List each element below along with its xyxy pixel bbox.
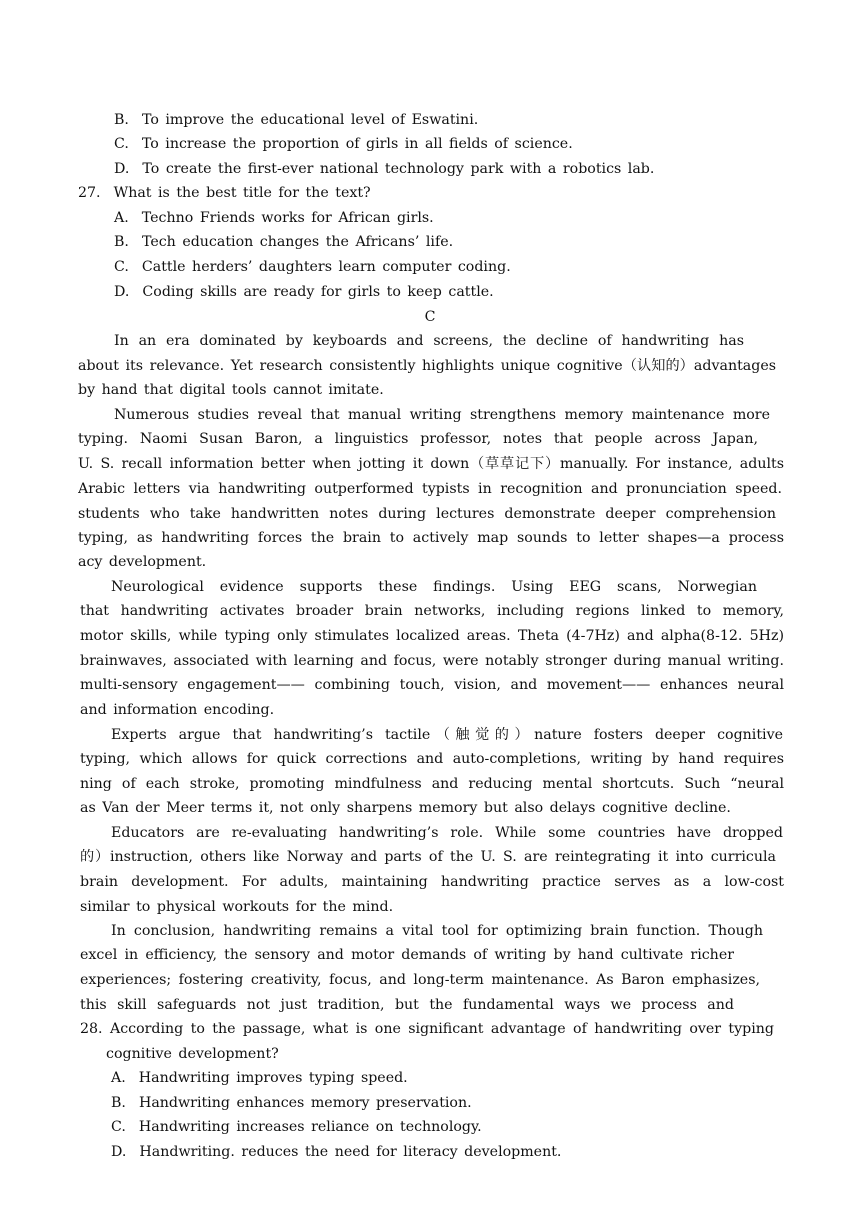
passage-line: about its relevance. Yet research consistently highlights unique cognitive（认知的）advantages bbox=[78, 358, 776, 374]
passage-line: typing. Naomi Susan Baron, a linguistics professor, notes that people across Japan, bbox=[78, 431, 758, 447]
q27-option-b: B. Tech education changes the Africans’ life. bbox=[114, 234, 454, 250]
q27-option-c: C. Cattle herders’ daughters learn computer coding. bbox=[114, 259, 511, 275]
passage-line: similar to physical workouts for the mind. bbox=[80, 899, 394, 915]
passage-line: 的）instruction, others like Norway and parts of the U. S. are reintegrating it into curricula bbox=[80, 849, 776, 865]
passage-line: Educators are re-evaluating handwriting’s role. While some countries have dropped bbox=[111, 825, 783, 841]
passage-line: Arabic letters via handwriting outperformed typists in recognition and pronunciation speed. bbox=[78, 481, 782, 497]
passage-line: brainwaves, associated with learning and focus, were notably stronger during manual writing. bbox=[80, 653, 784, 669]
passage-line: typing, as handwriting forces the brain to actively map sounds to letter shapes—a process bbox=[78, 530, 784, 546]
passage-line: this skill safeguards not just tradition, but the fundamental ways we process and bbox=[80, 997, 734, 1013]
passage-line: and information encoding. bbox=[80, 702, 275, 718]
passage-line: Neurological evidence supports these findings. Using EEG scans, Norwegian bbox=[111, 579, 757, 595]
q28-option-a: A. Handwriting improves typing speed. bbox=[111, 1070, 408, 1086]
q28-question-line1: 28. According to the passage, what is one significant advantage of handwriting over typing bbox=[80, 1021, 774, 1037]
q27-option-d: D. Coding skills are ready for girls to keep cattle. bbox=[114, 284, 494, 300]
passage-line: Experts argue that handwriting’s tactile（触觉的）nature fosters deeper cognitive bbox=[111, 727, 783, 743]
passage-line: In conclusion, handwriting remains a vital tool for optimizing brain function. Though bbox=[111, 923, 763, 939]
passage-line: by hand that digital tools cannot imitate. bbox=[78, 382, 384, 398]
passage-line: In an era dominated by keyboards and screens, the decline of handwriting has bbox=[114, 333, 744, 349]
q28-option-b: B. Handwriting enhances memory preservation. bbox=[111, 1095, 472, 1111]
passage-line: excel in efficiency, the sensory and motor demands of writing by hand cultivate richer bbox=[80, 947, 734, 963]
passage-line: multi-sensory engagement—— combining touch, vision, and movement—— enhances neural bbox=[80, 677, 784, 693]
passage-line: Numerous studies reveal that manual writing strengthens memory maintenance more bbox=[114, 407, 770, 423]
passage-line: typing, which allows for quick corrections and auto-completions, writing by hand requires bbox=[80, 751, 784, 767]
q27-question: 27. What is the best title for the text? bbox=[78, 185, 371, 201]
passage-line: brain development. For adults, maintaining handwriting practice serves as a low-cost bbox=[80, 874, 784, 890]
passage-line: students who take handwritten notes during lectures demonstrate deeper comprehension bbox=[78, 506, 776, 522]
section-label: C bbox=[424, 309, 436, 325]
passage-line: motor skills, while typing only stimulates localized areas. Theta (4-7Hz) and alpha(8-12. 5Hz) bbox=[80, 628, 784, 644]
q28-question-line2: cognitive development? bbox=[106, 1046, 279, 1062]
q28-option-d: D. Handwriting. reduces the need for literacy development. bbox=[111, 1144, 562, 1160]
q26-option-d: D. To create the first-ever national technology park with a robotics lab. bbox=[114, 161, 655, 177]
passage-line: as Van der Meer terms it, not only sharpens memory but also delays cognitive decline. bbox=[80, 800, 731, 816]
q26-option-b: B. To improve the educational level of Eswatini. bbox=[114, 112, 479, 128]
passage-line: acy development. bbox=[78, 554, 207, 570]
q27-option-a: A. Techno Friends works for African girls. bbox=[114, 210, 434, 226]
passage-line: that handwriting activates broader brain networks, including regions linked to memory, bbox=[80, 603, 784, 619]
passage-line: experiences; fostering creativity, focus, and long-term maintenance. As Baron emphasizes, bbox=[80, 972, 760, 988]
passage-line: U. S. recall information better when jotting it down（草草记下）manually. For instance, adults bbox=[78, 456, 784, 472]
q26-option-c: C. To increase the proportion of girls in all fields of science. bbox=[114, 136, 573, 152]
q28-option-c: C. Handwriting increases reliance on technology. bbox=[111, 1119, 482, 1135]
passage-line: ning of each stroke, promoting mindfulness and reducing mental shortcuts. Such “neural bbox=[80, 776, 784, 792]
